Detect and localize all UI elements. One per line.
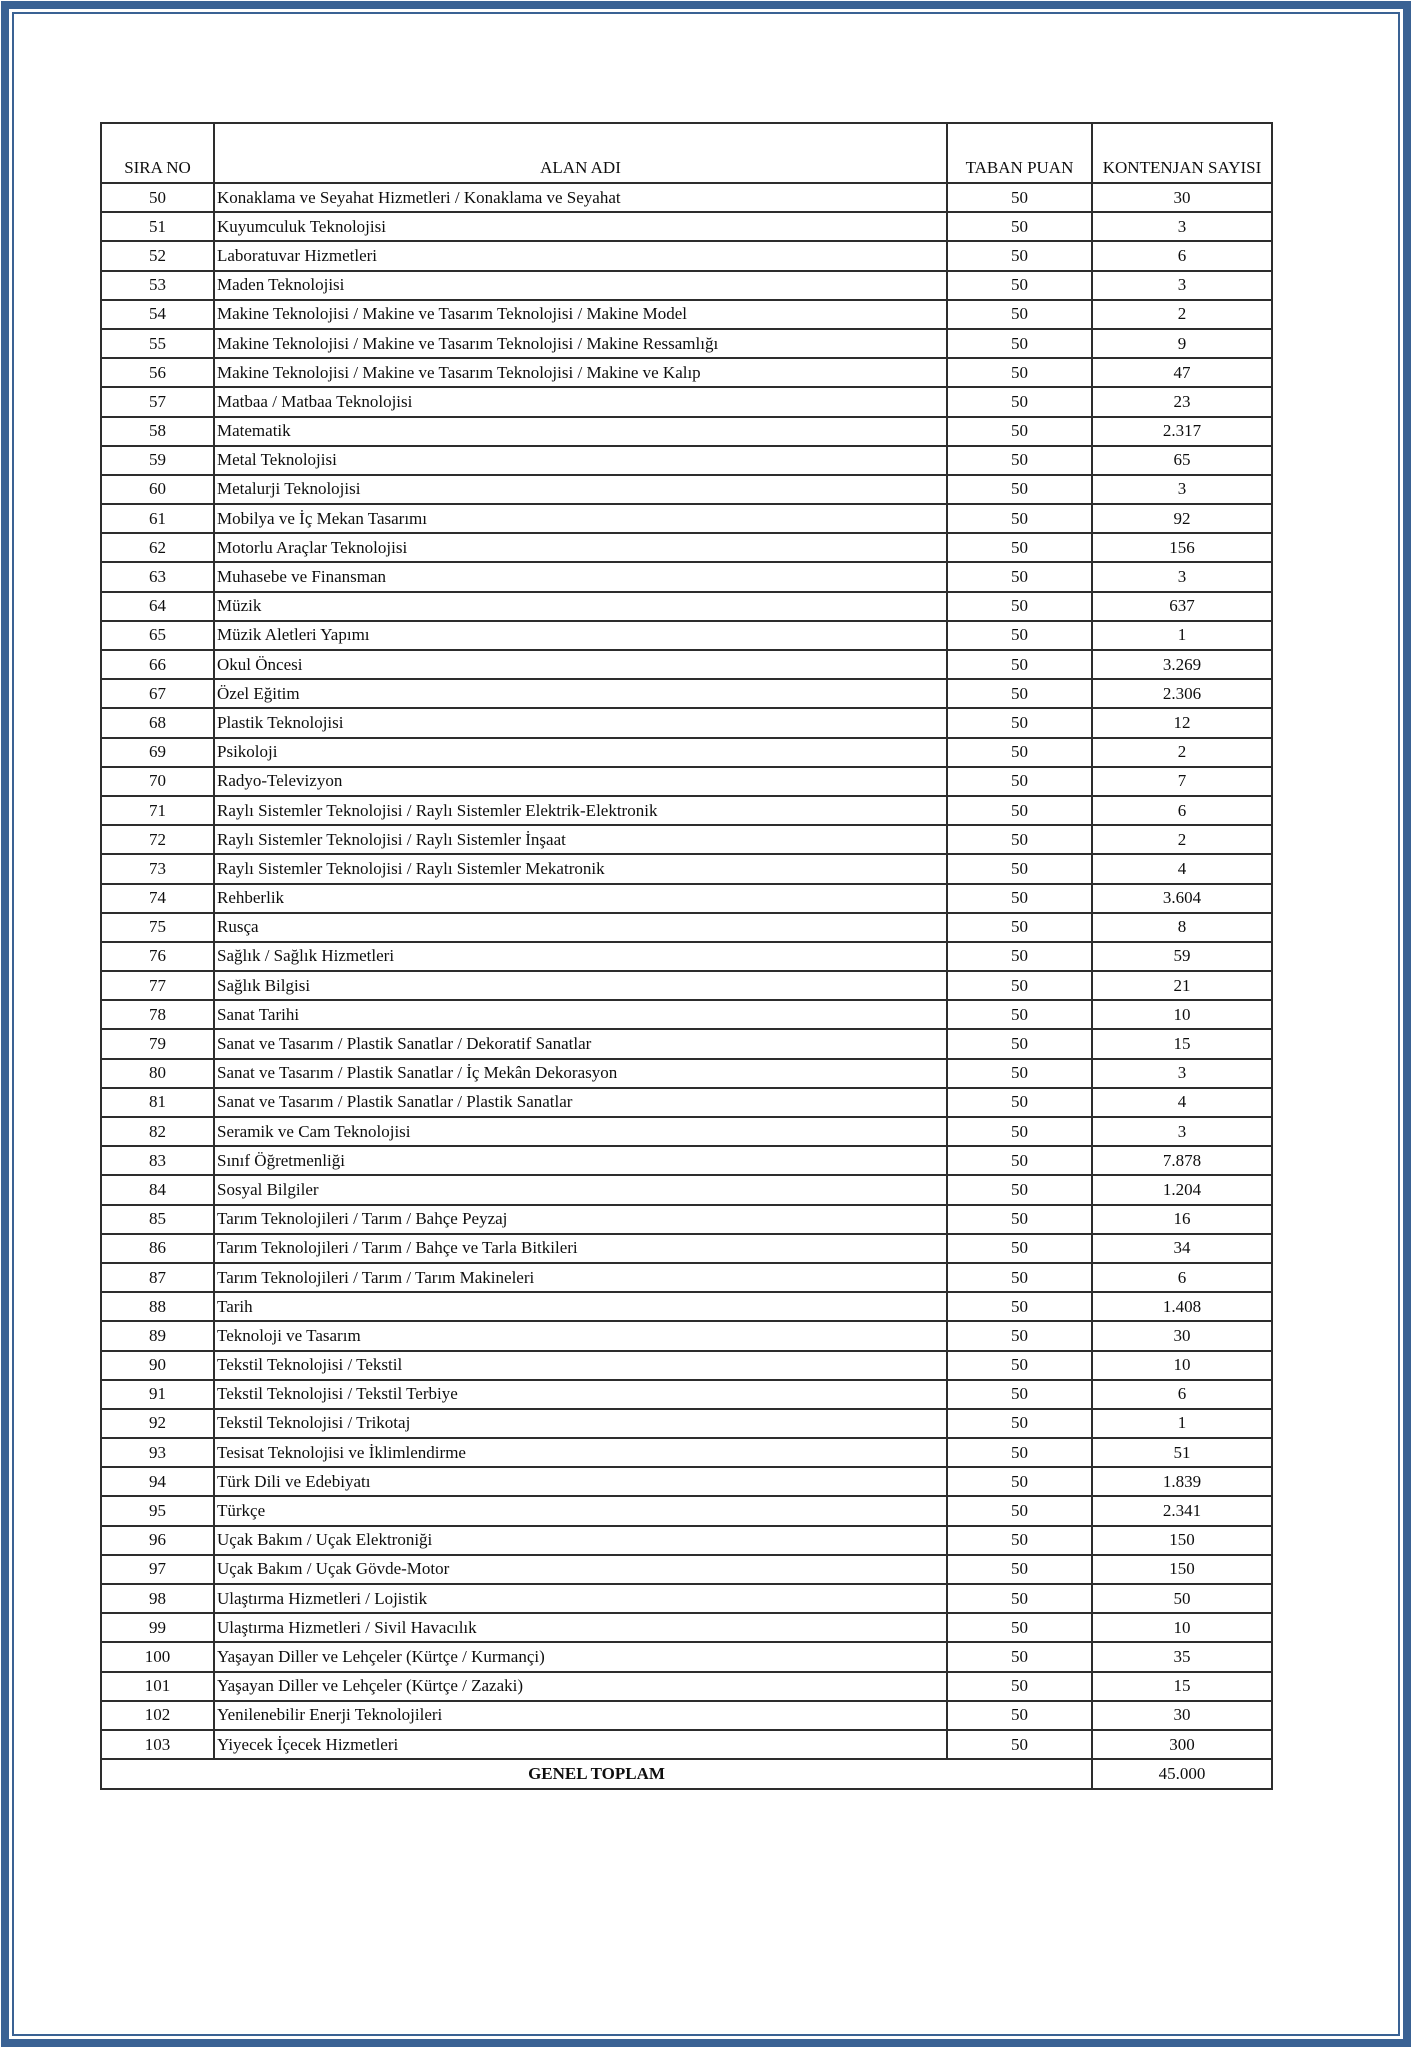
cell-sira-no: 85 <box>101 1205 214 1234</box>
table-row <box>101 1438 1272 1467</box>
cell-kontenjan-sayisi: 6 <box>1092 1380 1272 1409</box>
cell-taban-puan: 50 <box>947 738 1092 767</box>
table-row <box>101 796 1272 825</box>
cell-taban-puan: 50 <box>947 1438 1092 1467</box>
cell-alan-adi: Müzik Aletleri Yapımı <box>214 621 947 650</box>
cell-sira-no: 59 <box>101 446 214 475</box>
cell-alan-adi: Makine Teknolojisi / Makine ve Tasarım Teknolojisi / Makine ve Kalıp <box>214 358 947 387</box>
cell-kontenjan-sayisi: 3.269 <box>1092 650 1272 679</box>
cell-taban-puan: 50 <box>947 1175 1092 1204</box>
cell-kontenjan-sayisi: 34 <box>1092 1234 1272 1263</box>
cell-sira-no: 64 <box>101 592 214 621</box>
table-row <box>101 329 1272 358</box>
cell-alan-adi: Makine Teknolojisi / Makine ve Tasarım Teknolojisi / Makine Ressamlığı <box>214 329 947 358</box>
cell-kontenjan-sayisi: 3 <box>1092 271 1272 300</box>
cell-alan-adi: Uçak Bakım / Uçak Elektroniği <box>214 1526 947 1555</box>
cell-sira-no: 87 <box>101 1263 214 1292</box>
grand-total-value: 45.000 <box>1092 1759 1272 1789</box>
cell-sira-no: 52 <box>101 241 214 270</box>
table-row <box>101 708 1272 737</box>
cell-sira-no: 55 <box>101 329 214 358</box>
cell-alan-adi: Matbaa / Matbaa Teknolojisi <box>214 387 947 416</box>
cell-alan-adi: Tesisat Teknolojisi ve İklimlendirme <box>214 1438 947 1467</box>
cell-alan-adi: Sanat Tarihi <box>214 1000 947 1029</box>
cell-sira-no: 80 <box>101 1059 214 1088</box>
cell-kontenjan-sayisi: 637 <box>1092 592 1272 621</box>
cell-kontenjan-sayisi: 15 <box>1092 1672 1272 1701</box>
cell-sira-no: 51 <box>101 212 214 241</box>
cell-taban-puan: 50 <box>947 1730 1092 1759</box>
table-row <box>101 913 1272 942</box>
cell-taban-puan: 50 <box>947 300 1092 329</box>
cell-kontenjan-sayisi: 9 <box>1092 329 1272 358</box>
table-row <box>101 738 1272 767</box>
cell-taban-puan: 50 <box>947 1584 1092 1613</box>
cell-sira-no: 79 <box>101 1029 214 1058</box>
cell-sira-no: 67 <box>101 679 214 708</box>
cell-taban-puan: 50 <box>947 475 1092 504</box>
cell-alan-adi: Sağlık Bilgisi <box>214 971 947 1000</box>
cell-sira-no: 75 <box>101 913 214 942</box>
cell-kontenjan-sayisi: 2.306 <box>1092 679 1272 708</box>
cell-taban-puan: 50 <box>947 358 1092 387</box>
cell-kontenjan-sayisi: 1 <box>1092 621 1272 650</box>
cell-kontenjan-sayisi: 30 <box>1092 183 1272 212</box>
grand-total-row <box>101 1759 1272 1789</box>
cell-taban-puan: 50 <box>947 1088 1092 1117</box>
table-row <box>101 650 1272 679</box>
table-row <box>101 1263 1272 1292</box>
cell-taban-puan: 50 <box>947 504 1092 533</box>
cell-kontenjan-sayisi: 59 <box>1092 942 1272 971</box>
quota-table <box>100 122 1273 1790</box>
cell-alan-adi: Yaşayan Diller ve Lehçeler (Kürtçe / Kurmançi) <box>214 1642 947 1671</box>
table-row <box>101 1292 1272 1321</box>
cell-sira-no: 54 <box>101 300 214 329</box>
cell-taban-puan: 50 <box>947 387 1092 416</box>
cell-kontenjan-sayisi: 3 <box>1092 212 1272 241</box>
cell-taban-puan: 50 <box>947 1117 1092 1146</box>
cell-kontenjan-sayisi: 10 <box>1092 1000 1272 1029</box>
cell-taban-puan: 50 <box>947 1613 1092 1642</box>
cell-sira-no: 86 <box>101 1234 214 1263</box>
cell-taban-puan: 50 <box>947 854 1092 883</box>
cell-kontenjan-sayisi: 30 <box>1092 1321 1272 1350</box>
cell-sira-no: 96 <box>101 1526 214 1555</box>
table-row <box>101 1613 1272 1642</box>
cell-sira-no: 81 <box>101 1088 214 1117</box>
header-taban-puan: TABAN PUAN <box>947 123 1092 183</box>
cell-kontenjan-sayisi: 4 <box>1092 854 1272 883</box>
cell-taban-puan: 50 <box>947 271 1092 300</box>
cell-sira-no: 100 <box>101 1642 214 1671</box>
cell-sira-no: 62 <box>101 533 214 562</box>
cell-sira-no: 50 <box>101 183 214 212</box>
cell-taban-puan: 50 <box>947 1409 1092 1438</box>
cell-kontenjan-sayisi: 16 <box>1092 1205 1272 1234</box>
cell-kontenjan-sayisi: 156 <box>1092 533 1272 562</box>
cell-kontenjan-sayisi: 51 <box>1092 1438 1272 1467</box>
cell-kontenjan-sayisi: 3.604 <box>1092 884 1272 913</box>
cell-taban-puan: 50 <box>947 1642 1092 1671</box>
cell-sira-no: 73 <box>101 854 214 883</box>
cell-sira-no: 91 <box>101 1380 214 1409</box>
cell-alan-adi: Uçak Bakım / Uçak Gövde-Motor <box>214 1555 947 1584</box>
cell-taban-puan: 50 <box>947 1526 1092 1555</box>
table-row <box>101 971 1272 1000</box>
table-row <box>101 212 1272 241</box>
table-row <box>101 679 1272 708</box>
table-row <box>101 1146 1272 1175</box>
cell-taban-puan: 50 <box>947 1351 1092 1380</box>
cell-taban-puan: 50 <box>947 1321 1092 1350</box>
table-row <box>101 1321 1272 1350</box>
cell-kontenjan-sayisi: 2.341 <box>1092 1496 1272 1525</box>
table-row <box>101 1701 1272 1730</box>
table-row <box>101 854 1272 883</box>
cell-alan-adi: Muhasebe ve Finansman <box>214 562 947 591</box>
cell-taban-puan: 50 <box>947 417 1092 446</box>
cell-sira-no: 78 <box>101 1000 214 1029</box>
table-row <box>101 1175 1272 1204</box>
cell-sira-no: 88 <box>101 1292 214 1321</box>
cell-kontenjan-sayisi: 2 <box>1092 825 1272 854</box>
cell-kontenjan-sayisi: 12 <box>1092 708 1272 737</box>
cell-taban-puan: 50 <box>947 183 1092 212</box>
cell-kontenjan-sayisi: 10 <box>1092 1613 1272 1642</box>
cell-sira-no: 66 <box>101 650 214 679</box>
cell-sira-no: 65 <box>101 621 214 650</box>
table-row <box>101 1380 1272 1409</box>
cell-kontenjan-sayisi: 3 <box>1092 475 1272 504</box>
cell-kontenjan-sayisi: 65 <box>1092 446 1272 475</box>
cell-kontenjan-sayisi: 1.408 <box>1092 1292 1272 1321</box>
cell-taban-puan: 50 <box>947 708 1092 737</box>
cell-kontenjan-sayisi: 1 <box>1092 1409 1272 1438</box>
cell-alan-adi: Ulaştırma Hizmetleri / Sivil Havacılık <box>214 1613 947 1642</box>
cell-kontenjan-sayisi: 47 <box>1092 358 1272 387</box>
cell-kontenjan-sayisi: 7.878 <box>1092 1146 1272 1175</box>
cell-kontenjan-sayisi: 2 <box>1092 300 1272 329</box>
cell-kontenjan-sayisi: 1.839 <box>1092 1467 1272 1496</box>
table-row <box>101 1205 1272 1234</box>
cell-sira-no: 53 <box>101 271 214 300</box>
cell-alan-adi: Yaşayan Diller ve Lehçeler (Kürtçe / Zazaki) <box>214 1672 947 1701</box>
table-row <box>101 1234 1272 1263</box>
cell-sira-no: 70 <box>101 767 214 796</box>
table-row <box>101 1555 1272 1584</box>
cell-alan-adi: Tekstil Teknolojisi / Tekstil <box>214 1351 947 1380</box>
cell-alan-adi: Okul Öncesi <box>214 650 947 679</box>
cell-alan-adi: Tarih <box>214 1292 947 1321</box>
cell-sira-no: 76 <box>101 942 214 971</box>
header-alan-adi: ALAN ADI <box>214 123 947 183</box>
cell-alan-adi: Makine Teknolojisi / Makine ve Tasarım Teknolojisi / Makine Model <box>214 300 947 329</box>
table-row <box>101 1059 1272 1088</box>
cell-taban-puan: 50 <box>947 1263 1092 1292</box>
cell-taban-puan: 50 <box>947 1234 1092 1263</box>
table-row <box>101 241 1272 270</box>
table-row <box>101 825 1272 854</box>
table-row <box>101 562 1272 591</box>
cell-sira-no: 93 <box>101 1438 214 1467</box>
cell-kontenjan-sayisi: 150 <box>1092 1526 1272 1555</box>
cell-kontenjan-sayisi: 8 <box>1092 913 1272 942</box>
header-sira-no: SIRA NO <box>101 123 214 183</box>
table-row <box>101 1584 1272 1613</box>
table-row <box>101 1672 1272 1701</box>
cell-kontenjan-sayisi: 3 <box>1092 1059 1272 1088</box>
cell-sira-no: 84 <box>101 1175 214 1204</box>
cell-taban-puan: 50 <box>947 1555 1092 1584</box>
cell-kontenjan-sayisi: 35 <box>1092 1642 1272 1671</box>
cell-alan-adi: Metalurji Teknolojisi <box>214 475 947 504</box>
table-row <box>101 767 1272 796</box>
cell-kontenjan-sayisi: 92 <box>1092 504 1272 533</box>
cell-alan-adi: Özel Eğitim <box>214 679 947 708</box>
table-row <box>101 504 1272 533</box>
cell-alan-adi: Türk Dili ve Edebiyatı <box>214 1467 947 1496</box>
cell-sira-no: 101 <box>101 1672 214 1701</box>
table-row <box>101 1029 1272 1058</box>
cell-kontenjan-sayisi: 50 <box>1092 1584 1272 1613</box>
table-row <box>101 417 1272 446</box>
cell-taban-puan: 50 <box>947 241 1092 270</box>
cell-taban-puan: 50 <box>947 1672 1092 1701</box>
cell-alan-adi: Raylı Sistemler Teknolojisi / Raylı Sistemler İnşaat <box>214 825 947 854</box>
cell-sira-no: 82 <box>101 1117 214 1146</box>
table-row <box>101 271 1272 300</box>
table-row <box>101 942 1272 971</box>
cell-sira-no: 69 <box>101 738 214 767</box>
cell-taban-puan: 50 <box>947 913 1092 942</box>
cell-sira-no: 56 <box>101 358 214 387</box>
cell-sira-no: 58 <box>101 417 214 446</box>
cell-alan-adi: Seramik ve Cam Teknolojisi <box>214 1117 947 1146</box>
cell-taban-puan: 50 <box>947 767 1092 796</box>
table-row <box>101 1409 1272 1438</box>
cell-alan-adi: Ulaştırma Hizmetleri / Lojistik <box>214 1584 947 1613</box>
cell-kontenjan-sayisi: 6 <box>1092 796 1272 825</box>
table-row <box>101 358 1272 387</box>
cell-kontenjan-sayisi: 3 <box>1092 1117 1272 1146</box>
table-row <box>101 1117 1272 1146</box>
cell-kontenjan-sayisi: 15 <box>1092 1029 1272 1058</box>
cell-alan-adi: Sanat ve Tasarım / Plastik Sanatlar / Dekoratif Sanatlar <box>214 1029 947 1058</box>
cell-kontenjan-sayisi: 6 <box>1092 241 1272 270</box>
table-row <box>101 1526 1272 1555</box>
cell-taban-puan: 50 <box>947 329 1092 358</box>
table-row <box>101 1642 1272 1671</box>
cell-sira-no: 95 <box>101 1496 214 1525</box>
cell-sira-no: 63 <box>101 562 214 591</box>
table-row <box>101 1496 1272 1525</box>
cell-taban-puan: 50 <box>947 971 1092 1000</box>
cell-alan-adi: Psikoloji <box>214 738 947 767</box>
cell-alan-adi: Metal Teknolojisi <box>214 446 947 475</box>
cell-alan-adi: Raylı Sistemler Teknolojisi / Raylı Sistemler Elektrik-Elektronik <box>214 796 947 825</box>
cell-alan-adi: Sanat ve Tasarım / Plastik Sanatlar / İç Mekân Dekorasyon <box>214 1059 947 1088</box>
cell-alan-adi: Tekstil Teknolojisi / Tekstil Terbiye <box>214 1380 947 1409</box>
cell-sira-no: 89 <box>101 1321 214 1350</box>
cell-alan-adi: Maden Teknolojisi <box>214 271 947 300</box>
cell-kontenjan-sayisi: 21 <box>1092 971 1272 1000</box>
cell-kontenjan-sayisi: 3 <box>1092 562 1272 591</box>
table-row <box>101 475 1272 504</box>
cell-taban-puan: 50 <box>947 1146 1092 1175</box>
header-kontenjan-sayisi: KONTENJAN SAYISI <box>1092 123 1272 183</box>
cell-alan-adi: Tarım Teknolojileri / Tarım / Bahçe ve Tarla Bitkileri <box>214 1234 947 1263</box>
table-row <box>101 621 1272 650</box>
cell-alan-adi: Kuyumculuk Teknolojisi <box>214 212 947 241</box>
cell-sira-no: 90 <box>101 1351 214 1380</box>
cell-alan-adi: Konaklama ve Seyahat Hizmetleri / Konaklama ve Seyahat <box>214 183 947 212</box>
cell-alan-adi: Plastik Teknolojisi <box>214 708 947 737</box>
cell-sira-no: 57 <box>101 387 214 416</box>
cell-alan-adi: Tarım Teknolojileri / Tarım / Tarım Makineleri <box>214 1263 947 1292</box>
cell-alan-adi: Sosyal Bilgiler <box>214 1175 947 1204</box>
grand-total-label: GENEL TOPLAM <box>101 1759 1092 1789</box>
cell-kontenjan-sayisi: 2.317 <box>1092 417 1272 446</box>
cell-alan-adi: Yiyecek İçecek Hizmetleri <box>214 1730 947 1759</box>
cell-taban-puan: 50 <box>947 533 1092 562</box>
cell-kontenjan-sayisi: 7 <box>1092 767 1272 796</box>
cell-sira-no: 94 <box>101 1467 214 1496</box>
cell-alan-adi: Teknoloji ve Tasarım <box>214 1321 947 1350</box>
cell-sira-no: 99 <box>101 1613 214 1642</box>
cell-kontenjan-sayisi: 6 <box>1092 1263 1272 1292</box>
cell-alan-adi: Laboratuvar Hizmetleri <box>214 241 947 270</box>
cell-taban-puan: 50 <box>947 825 1092 854</box>
cell-alan-adi: Sağlık / Sağlık Hizmetleri <box>214 942 947 971</box>
table-row <box>101 1088 1272 1117</box>
cell-kontenjan-sayisi: 10 <box>1092 1351 1272 1380</box>
cell-alan-adi: Sanat ve Tasarım / Plastik Sanatlar / Plastik Sanatlar <box>214 1088 947 1117</box>
cell-sira-no: 102 <box>101 1701 214 1730</box>
cell-sira-no: 71 <box>101 796 214 825</box>
cell-sira-no: 74 <box>101 884 214 913</box>
cell-kontenjan-sayisi: 4 <box>1092 1088 1272 1117</box>
cell-sira-no: 60 <box>101 475 214 504</box>
cell-taban-puan: 50 <box>947 1059 1092 1088</box>
table-header-row <box>101 123 1272 183</box>
cell-taban-puan: 50 <box>947 1205 1092 1234</box>
cell-sira-no: 77 <box>101 971 214 1000</box>
cell-alan-adi: Motorlu Araçlar Teknolojisi <box>214 533 947 562</box>
table-row <box>101 387 1272 416</box>
cell-alan-adi: Tarım Teknolojileri / Tarım / Bahçe Peyzaj <box>214 1205 947 1234</box>
cell-kontenjan-sayisi: 23 <box>1092 387 1272 416</box>
cell-kontenjan-sayisi: 2 <box>1092 738 1272 767</box>
cell-sira-no: 103 <box>101 1730 214 1759</box>
cell-taban-puan: 50 <box>947 212 1092 241</box>
table-row <box>101 1730 1272 1759</box>
table-row <box>101 884 1272 913</box>
table-row <box>101 1467 1272 1496</box>
cell-taban-puan: 50 <box>947 1000 1092 1029</box>
cell-kontenjan-sayisi: 300 <box>1092 1730 1272 1759</box>
cell-alan-adi: Türkçe <box>214 1496 947 1525</box>
cell-alan-adi: Sınıf Öğretmenliği <box>214 1146 947 1175</box>
cell-taban-puan: 50 <box>947 1029 1092 1058</box>
cell-taban-puan: 50 <box>947 1380 1092 1409</box>
cell-taban-puan: 50 <box>947 621 1092 650</box>
cell-taban-puan: 50 <box>947 1701 1092 1730</box>
cell-taban-puan: 50 <box>947 1496 1092 1525</box>
cell-alan-adi: Matematik <box>214 417 947 446</box>
cell-kontenjan-sayisi: 150 <box>1092 1555 1272 1584</box>
cell-taban-puan: 50 <box>947 679 1092 708</box>
cell-alan-adi: Rusça <box>214 913 947 942</box>
cell-sira-no: 98 <box>101 1584 214 1613</box>
cell-taban-puan: 50 <box>947 1292 1092 1321</box>
cell-sira-no: 97 <box>101 1555 214 1584</box>
cell-alan-adi: Yenilenebilir Enerji Teknolojileri <box>214 1701 947 1730</box>
cell-taban-puan: 50 <box>947 1467 1092 1496</box>
cell-sira-no: 72 <box>101 825 214 854</box>
cell-taban-puan: 50 <box>947 942 1092 971</box>
table-row <box>101 533 1272 562</box>
cell-alan-adi: Müzik <box>214 592 947 621</box>
cell-taban-puan: 50 <box>947 562 1092 591</box>
cell-taban-puan: 50 <box>947 650 1092 679</box>
cell-alan-adi: Mobilya ve İç Mekan Tasarımı <box>214 504 947 533</box>
cell-taban-puan: 50 <box>947 592 1092 621</box>
cell-kontenjan-sayisi: 1.204 <box>1092 1175 1272 1204</box>
cell-alan-adi: Rehberlik <box>214 884 947 913</box>
cell-sira-no: 68 <box>101 708 214 737</box>
table-row <box>101 446 1272 475</box>
cell-taban-puan: 50 <box>947 884 1092 913</box>
cell-taban-puan: 50 <box>947 446 1092 475</box>
cell-alan-adi: Radyo-Televizyon <box>214 767 947 796</box>
table-row <box>101 183 1272 212</box>
table-row <box>101 300 1272 329</box>
cell-sira-no: 83 <box>101 1146 214 1175</box>
cell-taban-puan: 50 <box>947 796 1092 825</box>
table-row <box>101 1351 1272 1380</box>
cell-alan-adi: Tekstil Teknolojisi / Trikotaj <box>214 1409 947 1438</box>
cell-sira-no: 92 <box>101 1409 214 1438</box>
cell-sira-no: 61 <box>101 504 214 533</box>
cell-kontenjan-sayisi: 30 <box>1092 1701 1272 1730</box>
table-row <box>101 1000 1272 1029</box>
table-row <box>101 592 1272 621</box>
cell-alan-adi: Raylı Sistemler Teknolojisi / Raylı Sistemler Mekatronik <box>214 854 947 883</box>
